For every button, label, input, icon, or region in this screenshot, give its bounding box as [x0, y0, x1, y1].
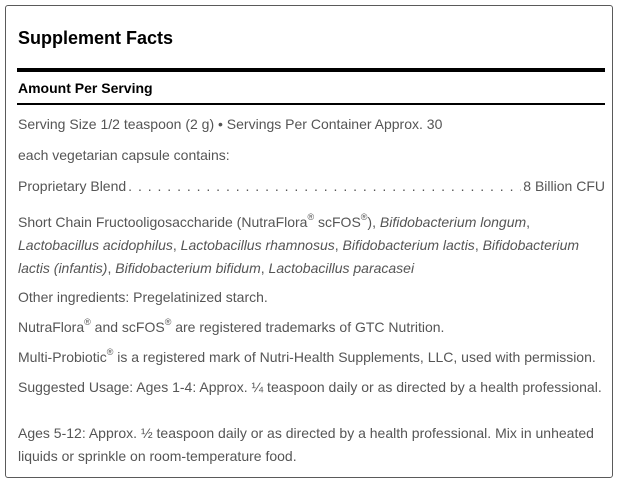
strain: Bifidobacterium bifidum: [115, 260, 261, 276]
dot-leader: [128, 175, 521, 198]
ingredients-mid: scFOS: [314, 214, 361, 230]
strain: Bifidobacterium lactis (infantis): [18, 237, 580, 276]
registered-mark: ®: [307, 212, 315, 223]
strain: Bifidobacterium lactis: [342, 237, 475, 253]
separator: ,: [334, 237, 343, 253]
strain: Bifidobacterium longum: [379, 214, 527, 230]
registered-mark: ®: [84, 317, 91, 328]
amount-per-serving-heading: Amount Per Serving: [18, 80, 153, 96]
ingredients-close: ),: [367, 214, 380, 230]
trademark-text: and scFOS: [90, 319, 165, 335]
strain: Lactobacillus paracasei: [268, 260, 415, 276]
other-ingredients: Other ingredients: Pregelatinized starch.: [18, 289, 268, 305]
blend-amount: 8 Billion CFU: [523, 178, 605, 194]
probiotic-text: Multi-Probiotic: [18, 349, 107, 365]
trademark-note: [18, 316, 444, 339]
capsule-note: each vegetarian capsule contains:: [18, 147, 230, 163]
probiotic-text: is a registered mark of Nutri-Health Supplements, LLC, used with permission.: [113, 349, 596, 365]
serving-info: Serving Size 1/2 teaspoon (2 g) • Servings Per Container Approx. 30: [18, 116, 443, 132]
blend-name: Proprietary Blend: [18, 178, 127, 194]
suggested-usage: Suggested Usage: Ages 1-4: Approx. ¼ teaspoon daily or as directed by a health professional.: [18, 379, 602, 395]
ingredients-lead: Short Chain Fructooligosaccharide (NutraFlora: [18, 214, 308, 230]
separator: ,: [172, 237, 181, 253]
separator: ,: [474, 237, 483, 253]
usage-ages-5-12: Ages 5-12: Approx. ½ teaspoon daily or as directed by a health professional. Mix in unheated liquids or sprinkle on room-temperature food.: [18, 425, 594, 464]
panel-title: Supplement Facts: [18, 28, 174, 48]
strain: Lactobacillus rhamnosus: [180, 237, 335, 253]
separator: ,: [107, 260, 116, 276]
strain: Lactobacillus acidophilus: [18, 237, 173, 253]
trademark-text: NutraFlora: [18, 319, 85, 335]
registered-mark: ®: [106, 347, 114, 358]
separator: ,: [260, 260, 269, 276]
separator: ,: [526, 214, 531, 230]
trademark-text: are registered trademarks of GTC Nutrition.: [171, 319, 445, 335]
ingredients-paragraph: [18, 211, 608, 280]
registered-mark: ®: [164, 317, 172, 328]
thin-divider: [17, 103, 605, 105]
proprietary-blend-row: [18, 175, 605, 198]
thick-divider: [17, 68, 605, 72]
registered-mark: ®: [360, 212, 368, 223]
probiotic-note: [18, 346, 596, 369]
supplement-facts-panel: [5, 5, 613, 478]
